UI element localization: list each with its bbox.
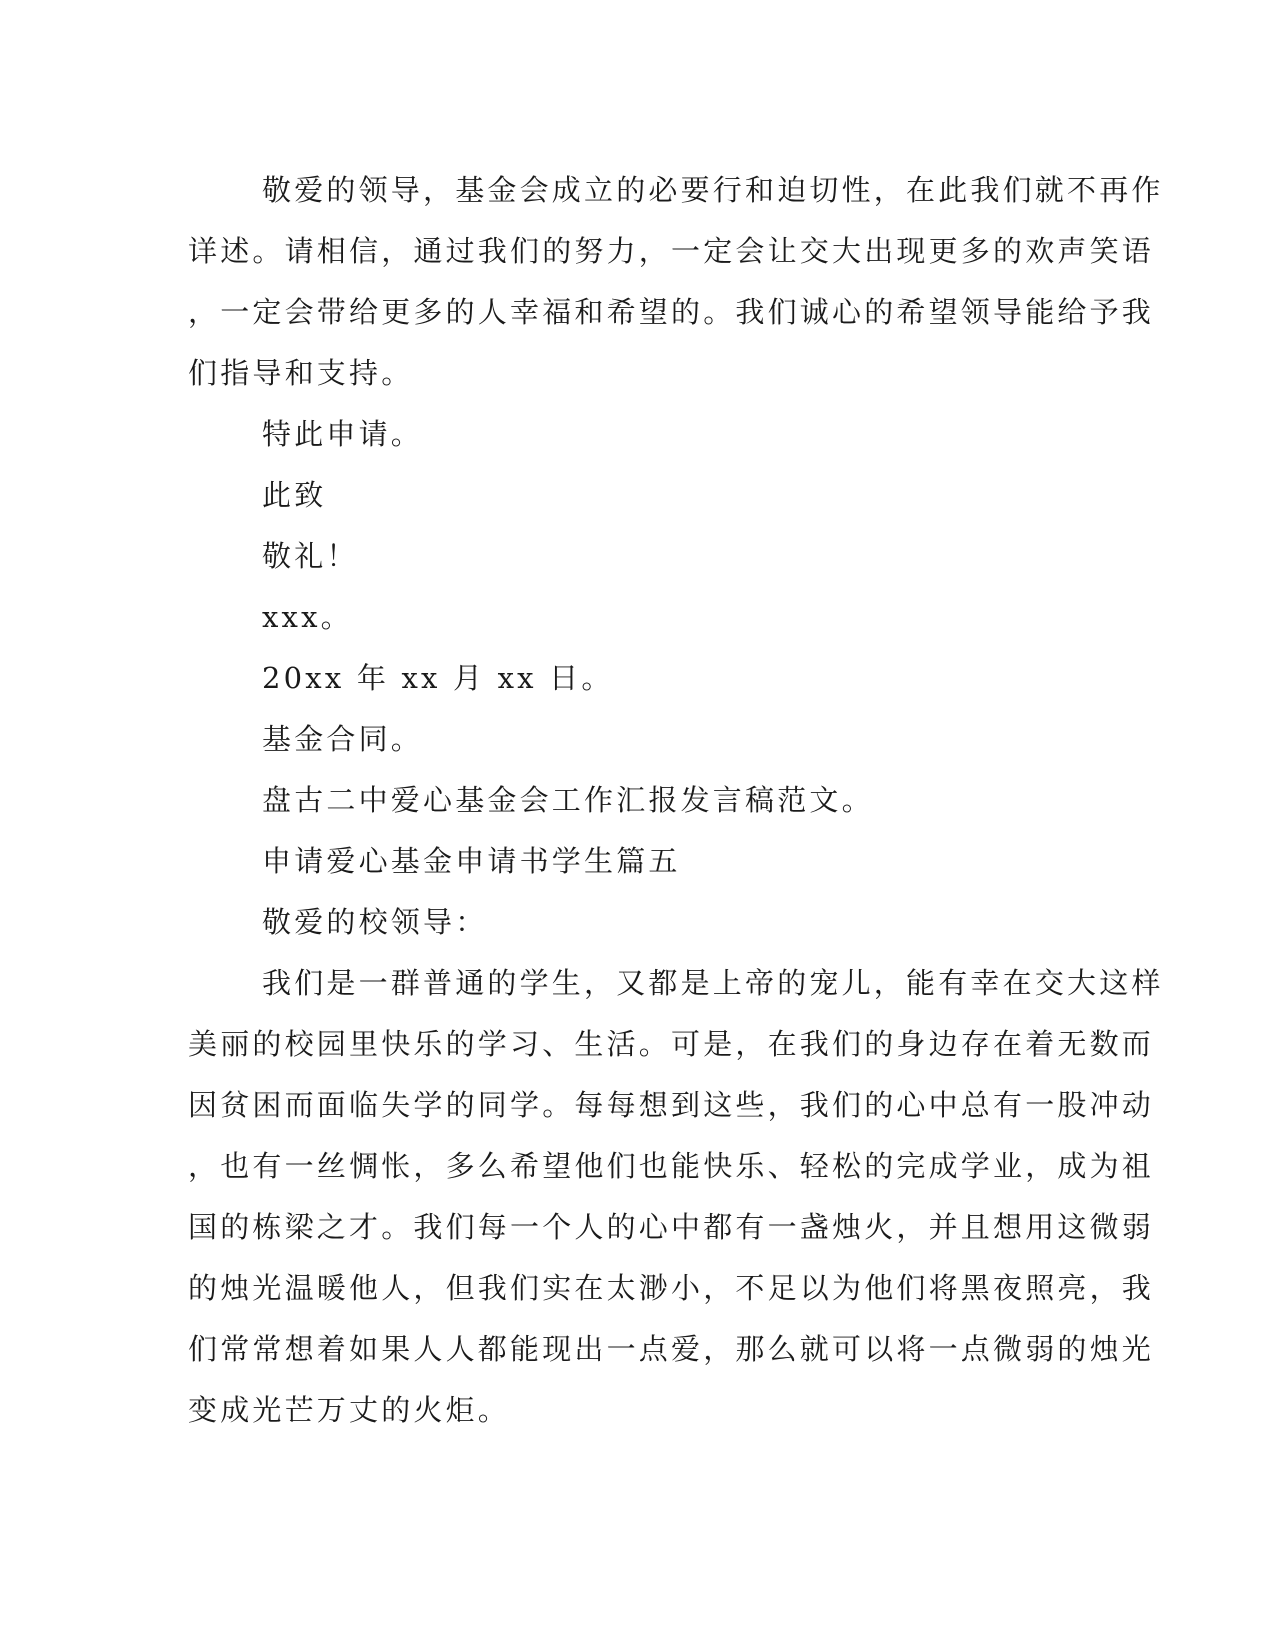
paragraph-line: 的烛光温暖他人，但我们实在太渺小，不足以为他们将黑夜照亮，我 (188, 1271, 1155, 1305)
heading-line: 盘古二中爱心基金会工作汇报发言稿范文。 (262, 783, 874, 817)
closing-line: 敬礼！ (262, 539, 359, 573)
date-line: 20xx 年 xx 月 xx 日。 (262, 661, 614, 695)
closing-line: 此致 (262, 478, 327, 512)
paragraph-line: ，一定会带给更多的人幸福和希望的。我们诚心的希望领导能给予我 (188, 295, 1155, 329)
salutation-line: 敬爱的校领导： (262, 905, 488, 939)
paragraph-line: 详述。请相信，通过我们的努力，一定会让交大出现更多的欢声笑语 (188, 234, 1155, 268)
paragraph-line: ，也有一丝惆怅，多么希望他们也能快乐、轻松的完成学业，成为祖 (188, 1149, 1155, 1183)
paragraph-line: 们指导和支持。 (188, 356, 414, 390)
section-title: 申请爱心基金申请书学生篇五 (262, 844, 681, 878)
paragraph-line: 我们是一群普通的学生，又都是上帝的宠儿，能有幸在交大这样 (262, 966, 1164, 1000)
signature-line: xxx。 (262, 600, 353, 634)
paragraph-line: 因贫困而面临失学的同学。每每想到这些，我们的心中总有一股冲动 (188, 1088, 1155, 1122)
paragraph-line: 敬爱的领导，基金会成立的必要行和迫切性，在此我们就不再作 (262, 173, 1164, 207)
paragraph-line: 美丽的校园里快乐的学习、生活。可是，在我们的身边存在着无数而 (188, 1027, 1155, 1061)
paragraph-line: 国的栋梁之才。我们每一个人的心中都有一盏烛火，并且想用这微弱 (188, 1210, 1155, 1244)
paragraph-line: 们常常想着如果人人都能现出一点爱，那么就可以将一点微弱的烛光 (188, 1332, 1155, 1366)
paragraph-line: 变成光芒万丈的火炬。 (188, 1393, 511, 1427)
document-body (188, 160, 1164, 1441)
heading-line: 基金合同。 (262, 722, 424, 756)
closing-line: 特此申请。 (262, 417, 424, 451)
